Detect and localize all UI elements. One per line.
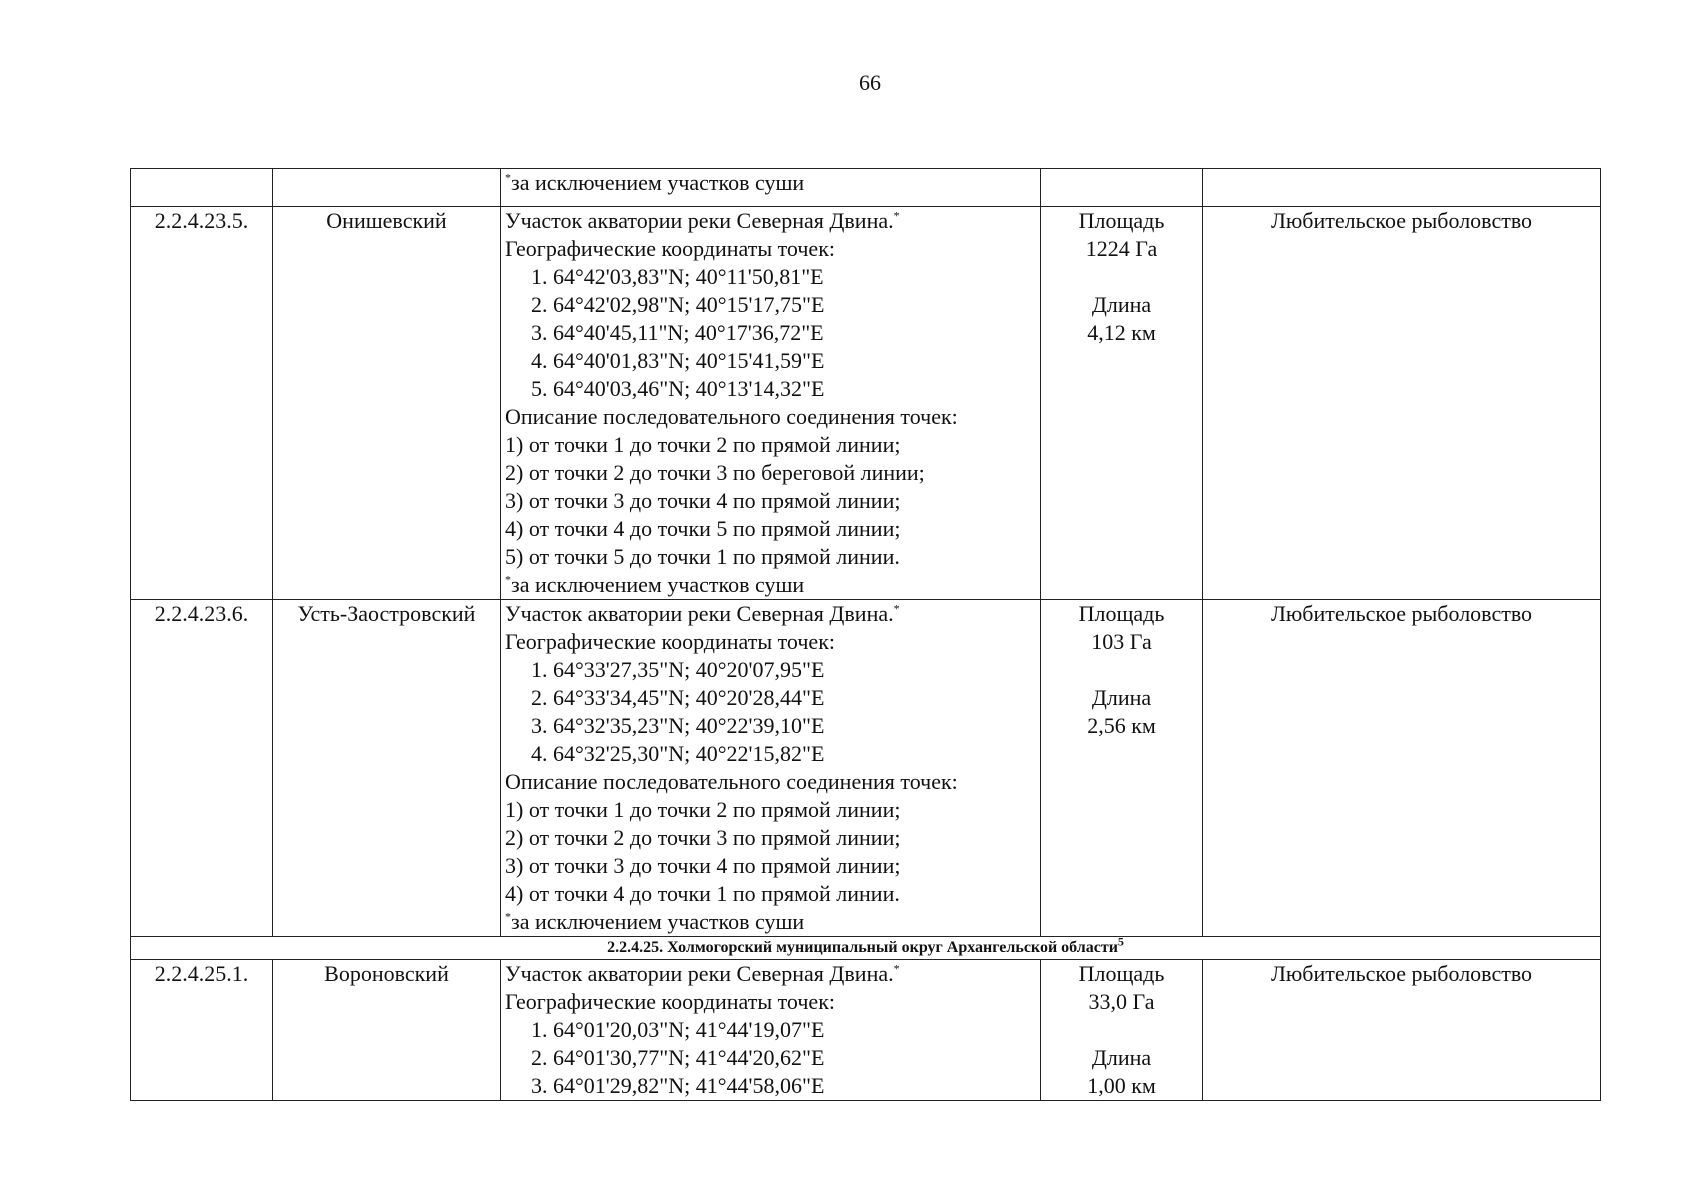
coordinate-point: 4. 64°32'25,30"N; 40°22'15,82"E [531,741,825,766]
footnote-mark: * [505,170,511,185]
description-title: Участок акватории реки Северная Двина. [505,961,894,986]
coordinate-point: 3. 64°01'29,82"N; 41°44'58,06"E [531,1073,825,1098]
coordinate-point: 1. 64°01'20,03"N; 41°44'19,07"E [531,1017,825,1042]
connection-line: 4) от точки 4 до точки 5 по прямой линии; [505,516,901,541]
area-value: 33,0 Га [1088,989,1155,1014]
use-cell [1203,169,1601,207]
connection-line: 3) от точки 3 до точки 4 по прямой линии; [505,853,901,878]
length-label: Длина [1091,685,1152,710]
section-title-text: 2.2.4.25. Холмогорский муниципальный округ Архангельской области [607,939,1118,956]
length-value: 1,00 км [1087,1073,1156,1098]
measure-cell [1041,169,1203,207]
area-measurements [1041,207,1203,600]
title-mark: * [893,961,900,976]
usage-type: Любительское рыболовство [1203,207,1601,600]
area-value: 1224 Га [1085,236,1158,261]
length-value: 4,12 км [1087,320,1156,345]
section-header-row [131,937,1601,960]
connection-line: 1) от точки 1 до точки 2 по прямой линии; [505,432,901,457]
connection-line: 5) от точки 5 до точки 1 по прямой линии. [505,544,900,569]
connection-heading: Описание последовательного соединения точек: [505,404,958,429]
coordinate-point: 1. 64°33'27,35"N; 40°20'07,95"E [531,657,825,682]
coordinate-point: 3. 64°40'45,11"N; 40°17'36,72"E [531,320,824,345]
table-row [131,960,1601,1101]
length-label: Длина [1091,292,1152,317]
table-row [131,600,1601,937]
area-name: Усть-Заостровский [273,600,501,937]
connection-line: 2) от точки 2 до точки 3 по береговой линии; [505,460,925,485]
section-title [131,937,1601,960]
footnote-mark: * [505,572,511,587]
coordinate-point: 2. 64°01'30,77"N; 41°44'20,62"E [531,1045,825,1070]
area-description [501,207,1041,600]
area-measurements [1041,600,1203,937]
area-measurements [1041,960,1203,1101]
coords-heading: Географические координаты точек: [505,989,835,1014]
area-description [501,960,1041,1101]
area-value: 103 Га [1091,629,1152,654]
coordinate-point: 1. 64°42'03,83"N; 40°11'50,81"E [531,264,824,289]
footnote-text: за исключением участков суши [511,572,805,597]
coordinate-point: 4. 64°40'01,83"N; 40°15'41,59"E [531,348,825,373]
connection-line: 1) от точки 1 до точки 2 по прямой линии; [505,797,901,822]
name-cell [273,169,501,207]
area-number: 2.2.4.25.1. [131,960,273,1101]
area-name: Онишевский [273,207,501,600]
connection-line: 4) от точки 4 до точки 1 по прямой линии. [505,881,900,906]
connection-line: 2) от точки 2 до точки 3 по прямой линии; [505,825,901,850]
description-title: Участок акватории реки Северная Двина. [505,601,894,626]
table-row-continuation [131,169,1601,207]
footnote-text: за исключением участков суши [511,170,805,195]
table-row [131,207,1601,600]
title-mark: * [893,601,900,616]
area-description [501,600,1041,937]
num-cell [131,169,273,207]
coords-heading: Географические координаты точек: [505,629,835,654]
description-title: Участок акватории реки Северная Двина. [505,208,894,233]
section-footnote-mark: 5 [1117,936,1124,949]
area-name: Вороновский [273,960,501,1101]
usage-type: Любительское рыболовство [1203,960,1601,1101]
coords-heading: Географические координаты точек: [505,236,835,261]
description-cell [501,169,1041,207]
area-label: Площадь [1078,961,1165,986]
title-mark: * [893,208,900,223]
length-label: Длина [1091,1045,1152,1070]
page-number: 66 [859,70,881,95]
area-number: 2.2.4.23.5. [131,207,273,600]
coordinate-point: 3. 64°32'35,23"N; 40°22'39,10"E [531,713,825,738]
connection-heading: Описание последовательного соединения точек: [505,769,958,794]
length-value: 2,56 км [1087,713,1156,738]
connection-line: 3) от точки 3 до точки 4 по прямой линии; [505,488,901,513]
usage-type: Любительское рыболовство [1203,600,1601,937]
area-label: Площадь [1078,601,1165,626]
footnote-text: за исключением участков суши [511,909,805,934]
area-number: 2.2.4.23.6. [131,600,273,937]
fishing-areas-table [130,168,1601,1101]
coordinate-point: 2. 64°42'02,98"N; 40°15'17,75"E [531,292,825,317]
footnote-mark: * [505,909,511,924]
coordinate-point: 5. 64°40'03,46"N; 40°13'14,32"E [531,376,825,401]
area-label: Площадь [1078,208,1165,233]
coordinate-point: 2. 64°33'34,45"N; 40°20'28,44"E [531,685,825,710]
